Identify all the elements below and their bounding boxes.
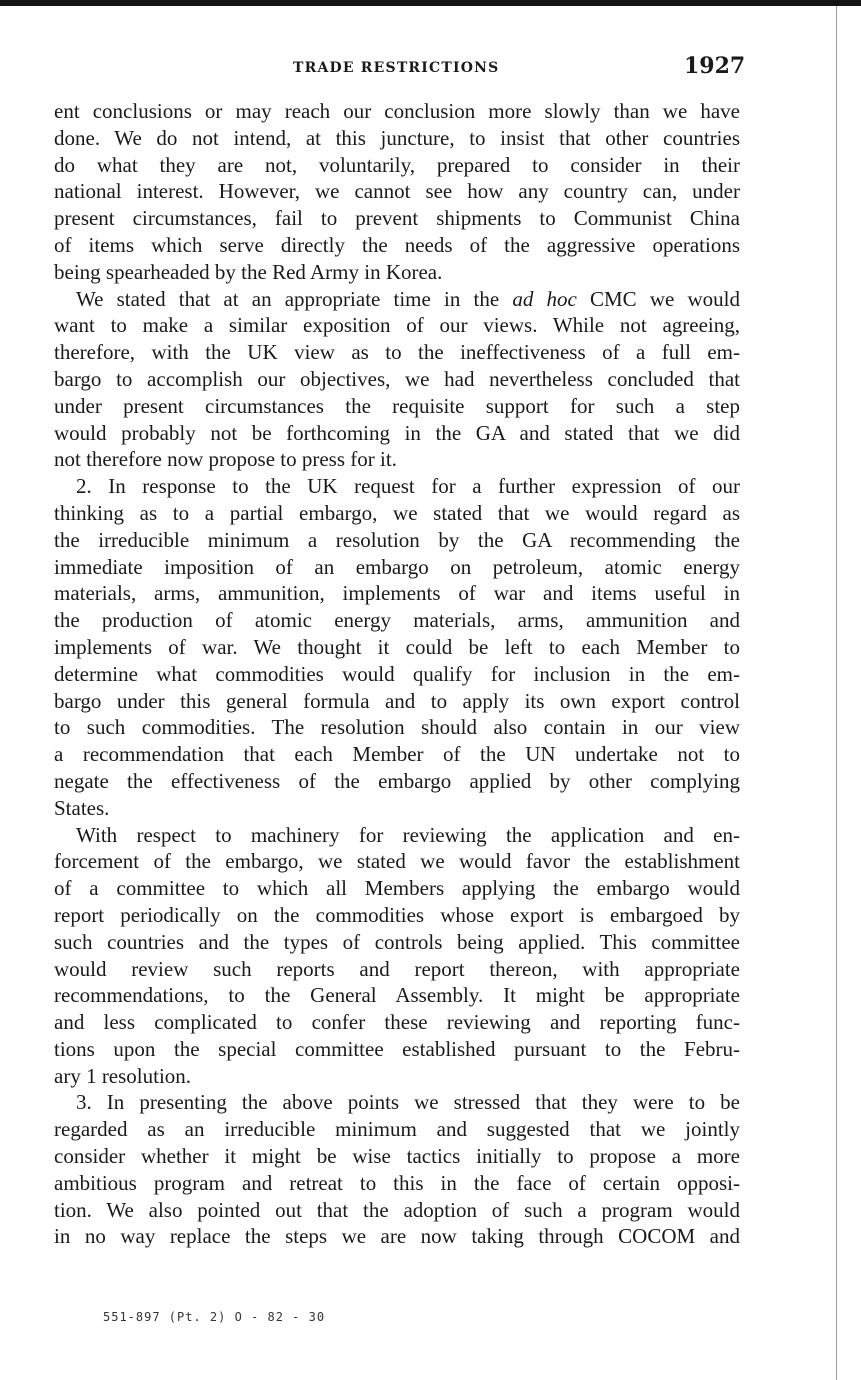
text-line: report periodically on the commodities whose export is embargoed by xyxy=(54,902,740,927)
text-line: ent conclusions or may reach our conclusion more slowly than we have xyxy=(54,99,740,123)
text-line: the production of atomic energy materials, arms, ammunition and xyxy=(54,608,740,633)
text-line: therefore, with the UK view as to the ineffectiveness of a full em- xyxy=(54,340,740,365)
page-right-edge xyxy=(836,6,837,1380)
text-line: negate the effectiveness of the embargo applied by other complying xyxy=(54,768,740,793)
text-line: bargo under this general formula and to apply its own export control xyxy=(54,688,740,713)
running-head xyxy=(0,53,861,84)
text-line: under present circumstances the requisite support for such a step xyxy=(54,393,740,418)
text-line: bargo to accomplish our objectives, we had nevertheless concluded that xyxy=(54,366,740,391)
text-line: would review such reports and report thereon, with appropriate xyxy=(54,956,740,981)
text-line: such countries and the types of controls being applied. This committee xyxy=(54,929,740,954)
text-line: tion. We also pointed out that the adoption of such a program would xyxy=(54,1197,740,1222)
text-line: do what they are not, voluntarily, prepared to consider in their xyxy=(54,152,740,177)
page-number: 1927 xyxy=(684,53,746,79)
footer-print-code: 551-897 (Pt. 2) O - 82 - 30 xyxy=(103,1310,326,1324)
text-line: With respect to machinery for reviewing the application and en- xyxy=(76,822,740,847)
text-line: thinking as to a partial embargo, we stated that we would regard as xyxy=(54,500,740,525)
text-line: 3. In presenting the above points we stressed that they were to be xyxy=(76,1090,740,1115)
text-line: a recommendation that each Member of the UN undertake not to xyxy=(54,742,740,767)
paragraph xyxy=(54,98,740,286)
text-line: implements of war. We thought it could be left to each Member to xyxy=(54,634,740,659)
text-line: and less complicated to confer these reviewing and reporting func- xyxy=(54,1010,740,1035)
paragraph xyxy=(54,1089,740,1250)
text-line: present circumstances, fail to prevent shipments to Communist China xyxy=(54,206,740,231)
text-line: ary 1 resolution. xyxy=(54,1063,192,1088)
text-line: 2. In response to the UK request for a further expression of our xyxy=(76,474,740,499)
text-line: We stated that at an appropriate time in the ad hoc CMC we would xyxy=(76,286,740,311)
text-line: recommendations, to the General Assembly. It might be appropriate xyxy=(54,983,740,1008)
text-line: immediate imposition of an embargo on petroleum, atomic energy xyxy=(54,554,740,579)
text-line: national interest. However, we cannot see how any country can, under xyxy=(54,179,740,204)
text-line: consider whether it might be wise tactics initially to propose a more xyxy=(54,1144,740,1169)
paragraph xyxy=(54,286,740,474)
top-edge-rule xyxy=(0,0,861,6)
text-line: being spearheaded by the Red Army in Korea. xyxy=(54,259,443,284)
text-line: forcement of the embargo, we stated we would favor the establishment xyxy=(54,849,740,874)
paragraph xyxy=(54,822,740,1090)
text-line: of a committee to which all Members applying the embargo would xyxy=(54,876,740,901)
text-line: tions upon the special committee established pursuant to the Febru- xyxy=(54,1036,740,1061)
body-text xyxy=(54,98,740,1250)
text-line: determine what commodities would qualify for inclusion in the em- xyxy=(54,661,740,686)
text-line: materials, arms, ammunition, implements of war and items useful in xyxy=(54,581,740,606)
text-line: States. xyxy=(54,795,110,820)
text-line: would probably not be forthcoming in the GA and stated that we did xyxy=(54,420,740,445)
text-line: want to make a similar exposition of our views. While not agreeing, xyxy=(54,313,740,338)
text-line: in no way replace the steps we are now taking through COCOM and xyxy=(54,1224,740,1249)
text-line: done. We do not intend, at this juncture, to insist that other countries xyxy=(54,125,740,150)
text-line: not therefore now propose to press for it. xyxy=(54,447,397,472)
text-line: to such commodities. The resolution should also contain in our view xyxy=(54,715,740,740)
text-line: of items which serve directly the needs of the aggressive operations xyxy=(54,232,740,257)
text-line: ambitious program and retreat to this in the face of certain opposi- xyxy=(54,1170,740,1195)
running-title: TRADE RESTRICTIONS xyxy=(293,60,500,76)
text-line: regarded as an irreducible minimum and suggested that we jointly xyxy=(54,1117,740,1142)
paragraph xyxy=(54,473,740,821)
text-line: the irreducible minimum a resolution by the GA recommending the xyxy=(54,527,740,552)
